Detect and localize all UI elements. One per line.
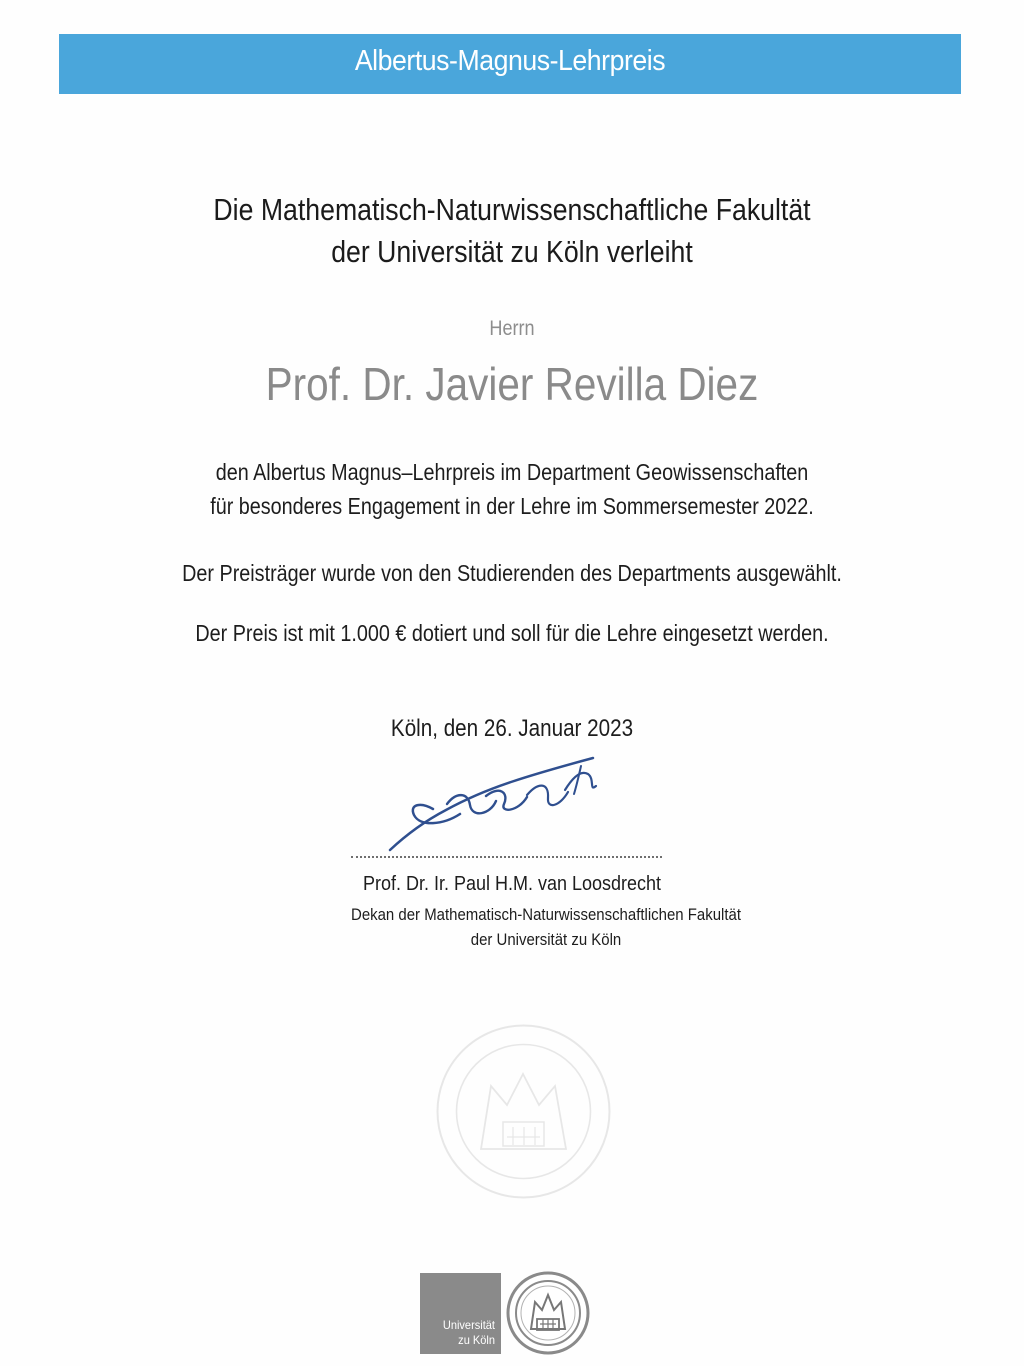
signatory-role-line-1: Dekan der Mathematisch-Naturwissenschaftlichen Fakultät bbox=[351, 905, 741, 924]
signature-line bbox=[351, 856, 662, 858]
award-title: Albertus-Magnus-Lehrpreis bbox=[354, 45, 666, 77]
title-banner bbox=[59, 34, 961, 94]
award-description-line-2: für besonderes Engagement in der Lehre im Sommersemester 2022. bbox=[210, 493, 814, 519]
faculty-line-1: Die Mathematisch-Naturwissenschaftliche Fakultät bbox=[213, 192, 811, 227]
selection-note: Der Preisträger wurde von den Studierenden des Departments ausgewählt. bbox=[182, 560, 842, 586]
signatory-name: Prof. Dr. Ir. Paul H.M. van Loosdrecht bbox=[362, 873, 662, 895]
faculty-line-2: der Universität zu Köln verleiht bbox=[331, 234, 693, 269]
university-seal-icon bbox=[506, 1271, 590, 1355]
logo-line-1: Universität bbox=[442, 1318, 495, 1332]
university-logo bbox=[420, 1273, 501, 1354]
salutation: Herrn bbox=[489, 317, 535, 340]
signatory-role-line-2: der Universität zu Köln bbox=[470, 930, 622, 949]
prize-note: Der Preis ist mit 1.000 € dotiert und soll für die Lehre eingesetzt werden. bbox=[195, 620, 829, 646]
handwritten-signature-icon bbox=[378, 752, 608, 862]
recipient-name: Prof. Dr. Javier Revilla Diez bbox=[265, 358, 759, 410]
logo-line-2: zu Köln bbox=[458, 1333, 495, 1347]
place-and-date: Köln, den 26. Januar 2023 bbox=[390, 715, 634, 742]
award-description-line-1: den Albertus Magnus–Lehrpreis im Department Geowissenschaften bbox=[215, 459, 809, 485]
embossed-seal-icon bbox=[431, 1019, 616, 1204]
